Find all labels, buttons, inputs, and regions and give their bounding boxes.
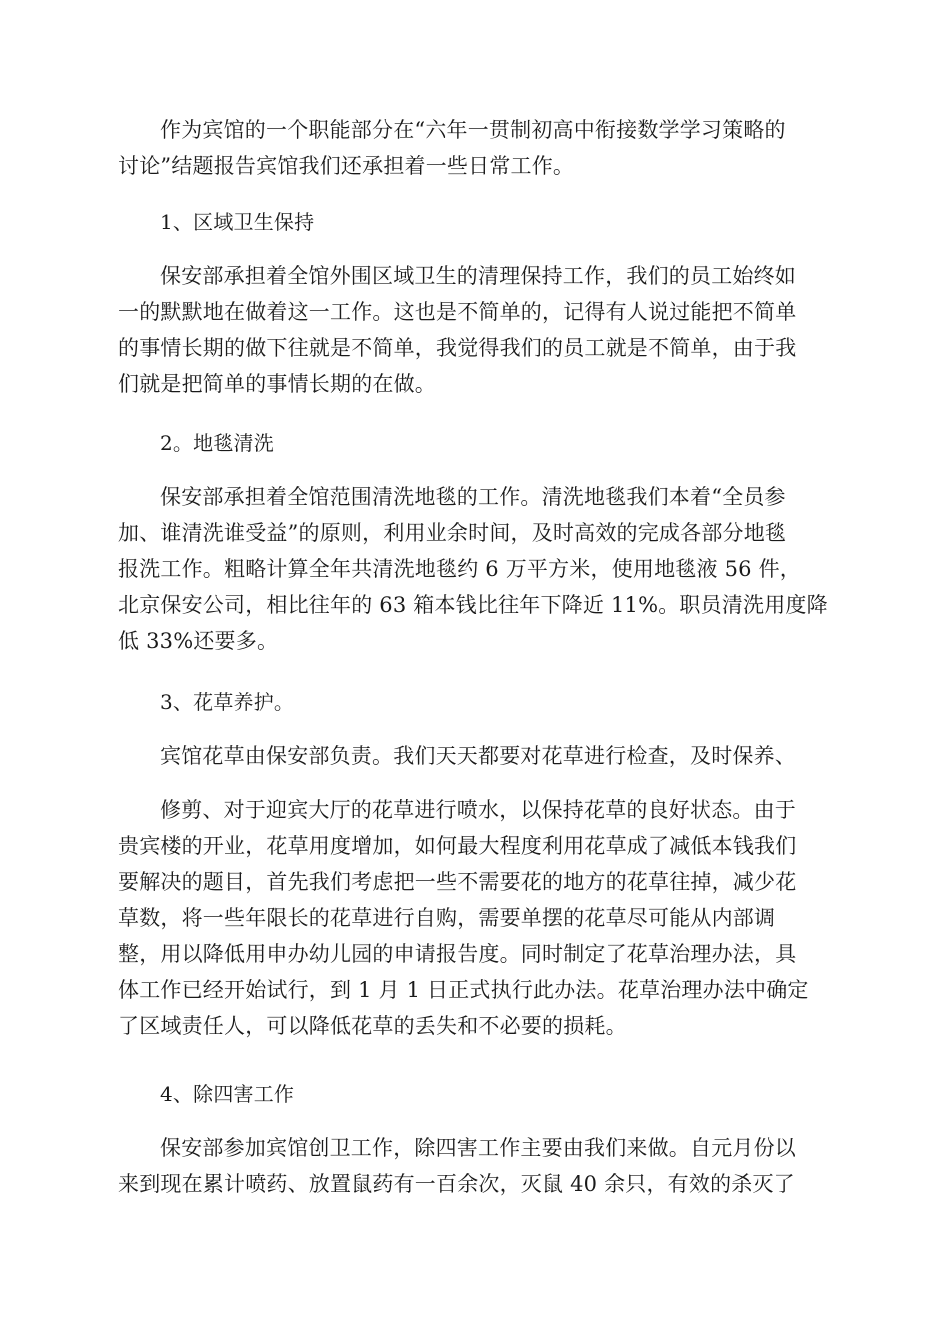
section-4-paragraph — [118, 1130, 834, 1202]
paragraph-line: 的事情长期的做下往就是不简单，我觉得我们的员工就是不简单，由于我 — [118, 336, 797, 360]
paragraph-line: 要解决的题目，首先我们考虑把一些不需要花的地方的花草往掉，减少花 — [118, 870, 797, 894]
section-3-heading: 3、花草养护。 — [160, 690, 295, 714]
paragraph-line: 北京保安公司，相比往年的 63 箱本钱比往年下降近 11%。职员清洗用度降 — [118, 593, 828, 617]
section-2-heading: 2。地毯清洗 — [160, 431, 274, 455]
intro-paragraph — [118, 112, 834, 184]
section-heading — [118, 425, 834, 461]
paragraph-line: 低 33%还要多。 — [118, 629, 279, 653]
paragraph-line: 们就是把简单的事情长期的在做。 — [118, 372, 436, 396]
paragraph-line: 修剪、对于迎宾大厅的花草进行喷水，以保持花草的良好状态。由于 — [160, 798, 796, 822]
paragraph-line: 讨论”结题报告宾馆我们还承担着一些日常工作。 — [118, 154, 575, 178]
section-heading — [118, 1076, 834, 1112]
paragraph-line: 加、谁清洗谁受益”的原则，利用业余时间，及时高效的完成各部分地毯 — [118, 521, 787, 545]
section-3-continuation — [118, 792, 834, 1044]
paragraph-line: 体工作已经开始试行，到 1 月 1 日正式执行此办法。花草治理办法中确定 — [118, 978, 809, 1002]
paragraph-line: 作为宾馆的一个职能部分在“六年一贯制初高中衔接数学学习策略的 — [160, 118, 786, 142]
paragraph-line: 整，用以降低用申办幼儿园的申请报告度。同时制定了花草治理办法，具 — [118, 942, 797, 966]
section-heading — [118, 684, 834, 720]
section-heading — [118, 204, 834, 240]
paragraph-line: 草数，将一些年限长的花草进行自购，需要单摆的花草尽可能从内部调 — [118, 906, 776, 930]
paragraph-line: 来到现在累计喷药、放置鼠药有一百余次，灭鼠 40 余只，有效的杀灭了 — [118, 1172, 795, 1196]
paragraph-line: 保安部承担着全馆范围清洗地毯的工作。清洗地毯我们本着“全员参 — [160, 485, 786, 509]
section-4-heading: 4、除四害工作 — [160, 1082, 295, 1106]
paragraph-line: 保安部参加宾馆创卫工作，除四害工作主要由我们来做。自元月份以 — [160, 1136, 796, 1160]
paragraph-line: 了区域责任人，可以降低花草的丢失和不必要的损耗。 — [118, 1014, 627, 1038]
section-1-paragraph — [118, 258, 834, 402]
paragraph-line: 保安部承担着全馆外围区域卫生的清理保持工作，我们的员工始终如 — [160, 264, 796, 288]
paragraph-line: 一的默默地在做着这一工作。这也是不简单的，记得有人说过能把不简单 — [118, 300, 797, 324]
paragraph-line: 宾馆花草由保安部负责。我们天天都要对花草进行检查，及时保养、 — [160, 744, 796, 768]
section-2-paragraph — [118, 479, 834, 659]
paragraph-line: 贵宾楼的开业，花草用度增加，如何最大程度利用花草成了减低本钱我们 — [118, 834, 797, 858]
section-3-paragraph — [118, 738, 834, 774]
section-1-heading: 1、区域卫生保持 — [160, 210, 315, 234]
paragraph-line: 报洗工作。粗略计算全年共清洗地毯约 6 万平方米，使用地毯液 56 件， — [118, 557, 801, 581]
